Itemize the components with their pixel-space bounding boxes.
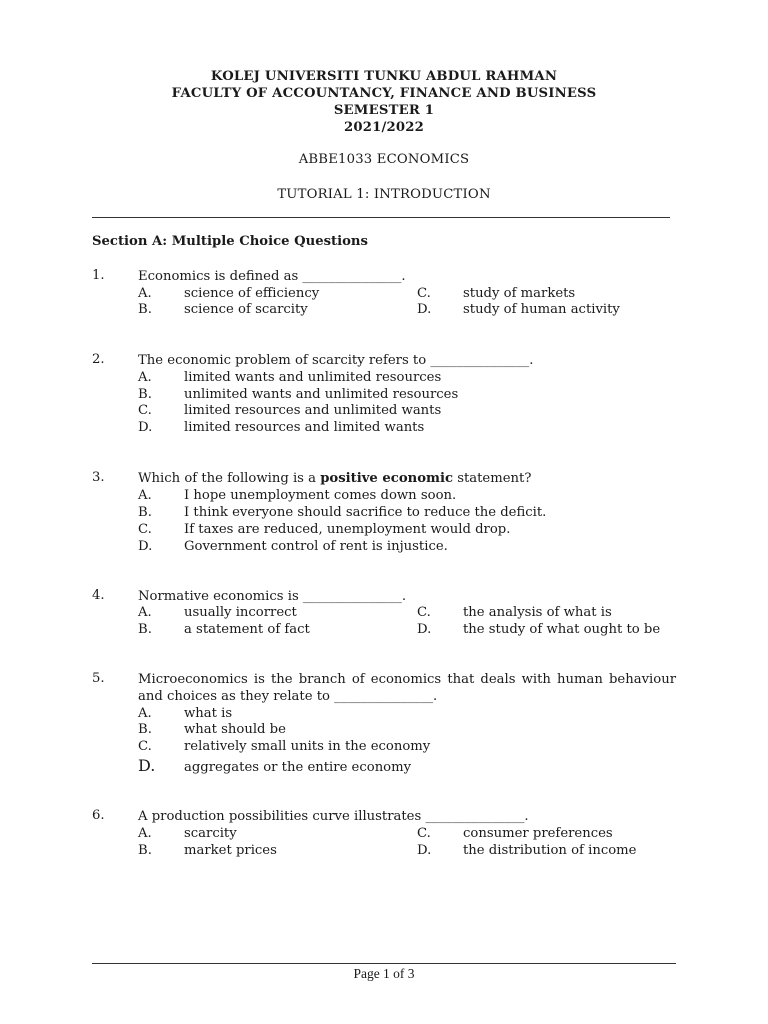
option-text: what should be (184, 722, 286, 737)
option-text: relatively small units in the economy (184, 739, 431, 754)
stem-text: statement? (453, 471, 532, 486)
option-d (417, 301, 620, 318)
option-text: study of human activity (463, 302, 620, 317)
option-text: a statement of fact (184, 622, 310, 637)
option-text: usually incorrect (184, 605, 297, 620)
option-text: consumer preferences (463, 826, 613, 841)
option-b (138, 504, 546, 521)
option-d (138, 757, 411, 776)
question-stem: Normative economics is _______________. (138, 589, 407, 604)
tutorial-title: TUTORIAL 1: INTRODUCTION (277, 187, 491, 202)
university-name: KOLEJ UNIVERSITI TUNKU ABDUL RAHMAN (210, 69, 558, 84)
option-text: study of markets (463, 286, 576, 301)
option-text: science of efficiency (184, 286, 320, 301)
question-stem (138, 470, 676, 487)
option-text: science of scarcity (184, 302, 308, 317)
question-stem: Economics is defined as _______________. (138, 269, 406, 284)
question-number: 5. (92, 671, 105, 686)
option-c (138, 738, 430, 755)
header-divider (92, 217, 670, 218)
question-stem: A production possibilities curve illustrates _______________. (138, 809, 529, 824)
option-text: the distribution of income (463, 843, 637, 858)
option-a (138, 604, 297, 621)
page-number: Page 1 of 3 (353, 966, 415, 981)
option-d (417, 842, 636, 859)
option-label: D. (417, 622, 432, 637)
option-d (138, 419, 424, 436)
option-d (417, 621, 660, 638)
option-label: D. (417, 843, 432, 858)
option-b (138, 386, 458, 403)
option-label: B. (138, 505, 152, 520)
option-label: D. (138, 539, 153, 554)
option-text: limited wants and unlimited resources (184, 370, 442, 385)
option-a (138, 825, 237, 842)
option-label: A. (138, 706, 152, 721)
question-number: 2. (92, 352, 105, 367)
option-label: A. (138, 826, 152, 841)
option-label: C. (138, 522, 152, 537)
option-label: A. (138, 370, 152, 385)
option-label: A. (138, 286, 152, 301)
option-text: Government control of rent is injustice. (184, 539, 448, 554)
course-title: ABBE1033 ECONOMICS (298, 152, 470, 167)
option-text: If taxes are reduced, unemployment would drop. (184, 522, 511, 537)
option-a (138, 369, 441, 386)
option-label: B. (138, 302, 152, 317)
faculty-name: FACULTY OF ACCOUNTANCY, FINANCE AND BUSINESS (171, 86, 597, 101)
option-b (138, 301, 308, 318)
option-d (138, 538, 448, 555)
option-label: C. (138, 739, 152, 754)
option-label: D. (138, 756, 156, 775)
option-c (138, 402, 441, 419)
option-c (417, 285, 575, 302)
option-label: A. (138, 605, 152, 620)
question-stem: The economic problem of scarcity refers to _______________. (138, 353, 534, 368)
option-b (138, 621, 310, 638)
stem-emphasis: positive economic (320, 471, 453, 486)
option-text: limited resources and unlimited wants (184, 403, 442, 418)
option-label: A. (138, 488, 152, 503)
option-label: C. (417, 826, 431, 841)
option-text: aggregates or the entire economy (184, 760, 412, 775)
option-label: C. (417, 605, 431, 620)
question-number: 1. (92, 268, 105, 283)
semester: SEMESTER 1 (333, 103, 435, 118)
question-number: 4. (92, 588, 105, 603)
option-c (417, 825, 613, 842)
footer-divider (92, 963, 676, 964)
option-a (138, 285, 319, 302)
option-text: market prices (184, 843, 277, 858)
option-text: the study of what ought to be (463, 622, 661, 637)
option-text: unlimited wants and unlimited resources (184, 387, 459, 402)
question-stem: Microeconomics is the branch of economics that deals with human behaviour and choices as they relate to _______________. (138, 672, 676, 704)
option-text: I hope unemployment comes down soon. (184, 488, 457, 503)
option-a (138, 487, 456, 504)
academic-year: 2021/2022 (343, 120, 425, 135)
stem-text: Which of the following is a (138, 471, 321, 486)
option-label: B. (138, 387, 152, 402)
option-label: C. (417, 286, 431, 301)
option-text: what is (184, 706, 233, 721)
question-number: 3. (92, 470, 105, 485)
option-text: the analysis of what is (463, 605, 612, 620)
option-a (138, 705, 232, 722)
option-label: C. (138, 403, 152, 418)
option-label: D. (138, 420, 153, 435)
option-c (417, 604, 612, 621)
question-number: 6. (92, 808, 105, 823)
option-text: I think everyone should sacrifice to reduce the deficit. (184, 505, 547, 520)
option-text: limited resources and limited wants (184, 420, 425, 435)
option-label: B. (138, 622, 152, 637)
option-label: B. (138, 722, 152, 737)
option-label: B. (138, 843, 152, 858)
section-title: Section A: Multiple Choice Questions (92, 234, 368, 249)
option-c (138, 521, 510, 538)
option-label: D. (417, 302, 432, 317)
option-b (138, 721, 286, 738)
option-b (138, 842, 277, 859)
option-text: scarcity (184, 826, 237, 841)
